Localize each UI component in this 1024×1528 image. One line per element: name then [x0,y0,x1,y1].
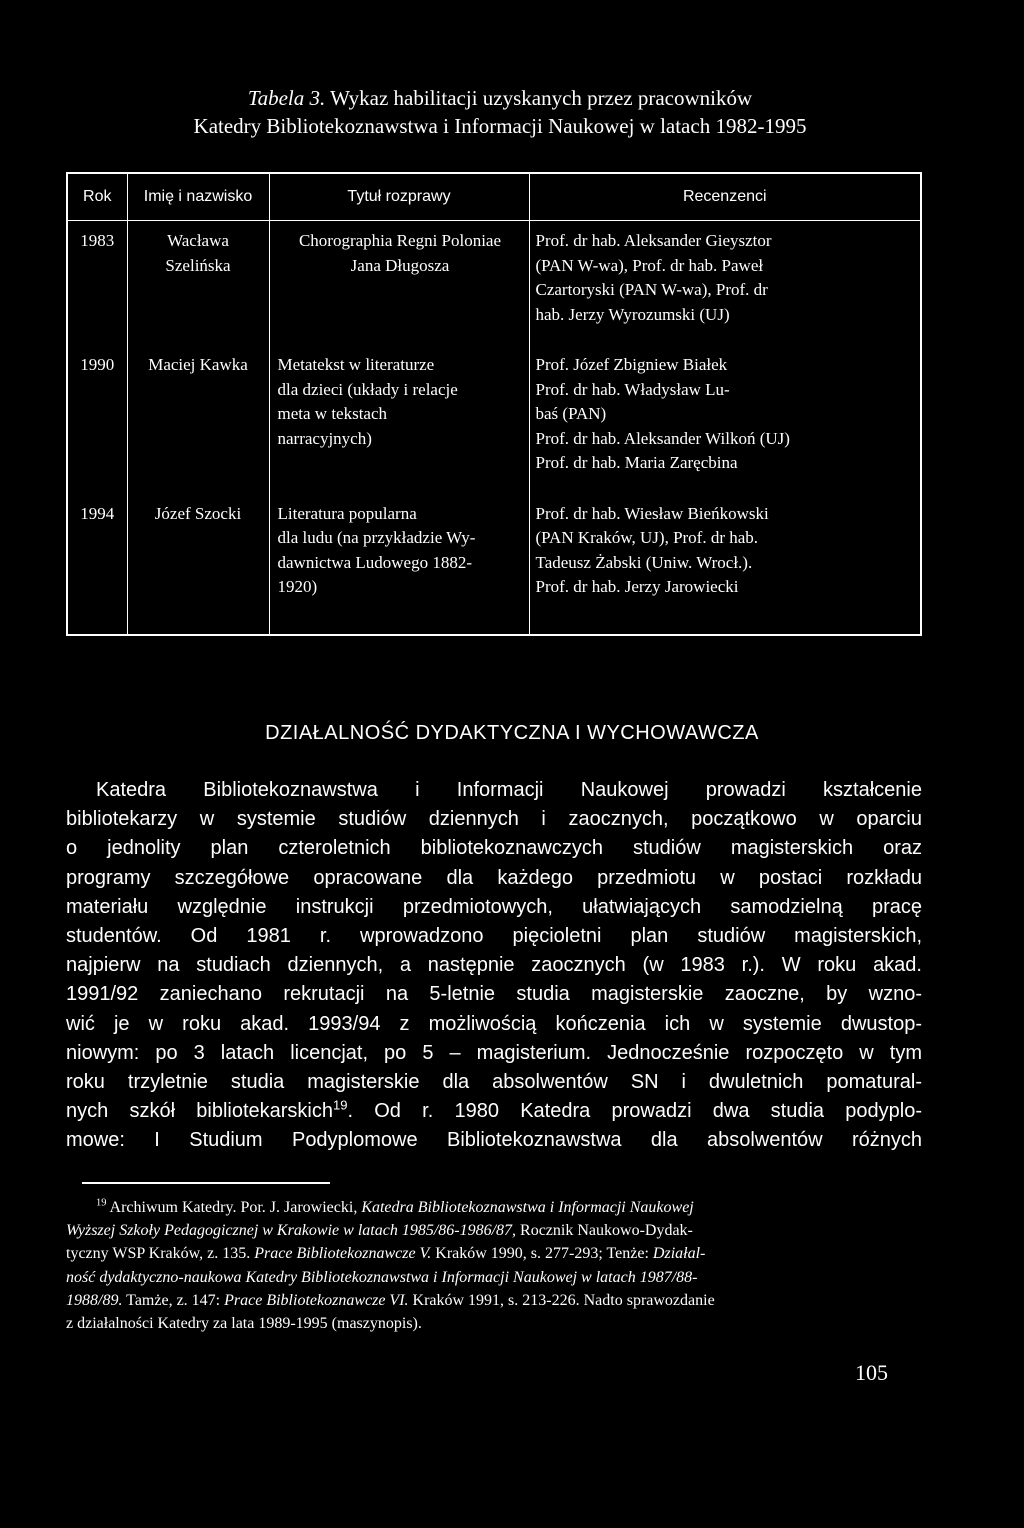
table-caption [120,84,880,140]
section-heading: DZIAŁALNOŚĆ DYDAKTYCZNA I WYCHOWAWCZA [265,722,759,744]
cell-title [269,345,529,494]
header-year: Rok [67,173,127,221]
footnote-text: Archiwum Katedry. Por. J. Jarowiecki, [109,1199,362,1216]
footnote-italic: Wyższej Szkoły Pedagogicznej w Krakowie w latach 1985/86-1986/87, [66,1222,517,1240]
table-header-row [67,173,921,221]
cell-year: 1983 [67,221,127,346]
table-row [67,494,921,635]
footnote-italic: Działal- [652,1245,706,1263]
caption-label: Tabela 3. [247,86,326,110]
footnote-italic: Prace Bibliotekoznawcze VI. [224,1291,409,1309]
body-line: Katedra Bibliotekoznawstwa i Informacji Naukowej prowadzi kształcenie [96,779,922,801]
body-line: mowe: I Studium Podyplomowe Bibliotekoznawstwa dla absolwentów różnych [66,1129,922,1152]
body-line: materiału względnie instrukcji przedmiotowych, ułatwiających samodzielną pracę [66,895,922,918]
footnote-text: tyczny WSP Kraków, z. 135. [66,1245,255,1263]
footnote-text: Kraków 1991, s. 213-226. Nadto sprawozdanie [408,1291,715,1309]
title-line: 1920) [277,577,318,596]
table-row [67,221,921,346]
body-line: wić je w roku akad. 1993/94 z możliwością kończenia ich w systemie dwustop- [66,1012,922,1035]
caption-title: Wykaz habilitacji uzyskanych przez pracowników [330,86,753,110]
title-line: dla dzieci (układy i relacje [277,379,458,399]
footnote-reference: 19 [333,1097,348,1113]
cell-name: Wacława Szelińska [127,221,269,346]
footnote-italic: Katedra Bibliotekoznawstwa i Informacji Naukowej [361,1199,694,1216]
cell-year: 1994 [67,494,127,635]
body-line: bibliotekarzy w systemie studiów dziennych i zaocznych, początkowo w oparciu [66,808,922,831]
reviewer-line: Prof. dr hab. Wiesław Bieńkowski [535,503,769,523]
body-line: programy szczegółowe opracowane dla każdego przedmiotu w postaci rozkładu [66,866,922,889]
reviewer-line: hab. Jerzy Wyrozumski (UJ) [535,304,730,324]
footnote-line: z działalności Katedry za lata 1989-1995 (maszynopis). [66,1315,422,1333]
footnote-text: Tamże, z. 147: [122,1291,225,1309]
cell-title [269,221,529,346]
title-line: Chorographia Regni Poloniae [298,231,502,250]
cell-name: Maciej Kawka [127,345,269,494]
cell-reviewers [529,345,921,494]
body-line: studentów. Od 1981 r. wprowadzono pięcioletni plan studiów magisterskich, [66,925,922,948]
footnote-line [66,1219,922,1242]
title-line: dla ludu (na przykładzie Wy- [277,528,476,547]
header-reviewers: Recenzenci [529,173,921,221]
cell-reviewers [529,221,921,346]
body-line: o jednolity plan czteroletnich bibliotekoznawczych studiów magisterskich oraz [66,837,922,860]
habilitation-table [66,172,922,636]
title-line: narracyjnych) [277,428,372,448]
caption-line-2: Katedry Bibliotekoznawstwa i Informacji Naukowej w latach 1982-1995 [193,114,807,138]
body-line: roku trzyletnie studia magisterskie dla absolwentów SN i dwuletnich pomatural- [66,1071,922,1094]
reviewer-line: baś (PAN) [535,404,607,423]
body-line: niowym: po 3 latach licencjat, po 5 – magisterium. Jednocześnie rozpoczęto w tym [66,1041,922,1064]
title-line: dawnictwa Ludowego 1882- [277,552,473,572]
body-paragraph [66,776,922,1156]
table-row [67,345,921,494]
reviewer-line: (PAN W-wa), Prof. dr hab. Paweł [535,255,764,275]
footnote-text: Rocznik Naukowo-Dydak- [516,1222,693,1240]
reviewer-line: Prof. dr hab. Maria Zaręcbina [535,453,738,472]
reviewer-line: Tadeusz Żabski (Uniw. Wrocł.). [535,552,753,572]
reviewer-line: Prof. dr hab. Władysław Lu- [535,379,730,399]
title-line: Metatekst w literaturze [277,355,435,374]
cell-title [269,494,529,635]
reviewer-line: Prof. dr hab. Jerzy Jarowiecki [535,577,739,596]
footnote-italic: 1988/89. [66,1291,123,1309]
footnote-line [66,1196,922,1219]
title-line: meta w tekstach [277,404,388,423]
title-line: Literatura popularna [277,503,417,523]
footnote-line [66,1266,922,1289]
footnote-line [66,1289,922,1312]
footnote-line [66,1242,922,1265]
footnote-italic: ność dydaktyczno-naukowa Katedry Bibliotekoznawstwa i Informacji Naukowej w latach 1987/88- [66,1268,698,1286]
footnote-italic: Prace Bibliotekoznawcze V. [254,1245,432,1263]
body-line: 1991/92 zaniechano rekrutacji na 5-letnie studia magisterskie zaoczne, by wzno- [66,983,922,1006]
reviewer-line: Czartoryski (PAN W-wa), Prof. dr [535,280,768,299]
cell-name: Józef Szocki [127,494,269,635]
footnote-separator [82,1182,330,1184]
footnote-number: 19 [96,1197,107,1209]
body-line-text: nych szkół bibliotekarskich [66,1100,333,1123]
reviewer-line: Prof. dr hab. Aleksander Gieysztor [535,231,772,250]
cell-year: 1990 [67,345,127,494]
caption-line-1 [120,84,880,112]
page-number: 105 [855,1360,888,1385]
cell-reviewers [529,494,921,635]
footnote [66,1196,922,1335]
reviewer-line: Prof. Józef Zbigniew Białek [535,355,728,374]
footnote-text: Kraków 1990, s. 277-293; Tenże: [431,1245,653,1263]
body-line-text: . Od r. 1980 Katedra prowadzi dwa studia podyplo- [347,1100,922,1123]
title-line: Jana Długosza [350,255,450,275]
header-name: Imię i nazwisko [127,173,269,221]
reviewer-line: (PAN Kraków, UJ), Prof. dr hab. [535,528,759,547]
reviewer-line: Prof. dr hab. Aleksander Wilkoń (UJ) [535,428,790,448]
header-title: Tytuł rozprawy [269,173,529,221]
body-line: najpierw na studiach dziennych, a następnie zaocznych (w 1983 r.). W roku akad. [66,954,922,977]
body-line [66,1097,922,1126]
